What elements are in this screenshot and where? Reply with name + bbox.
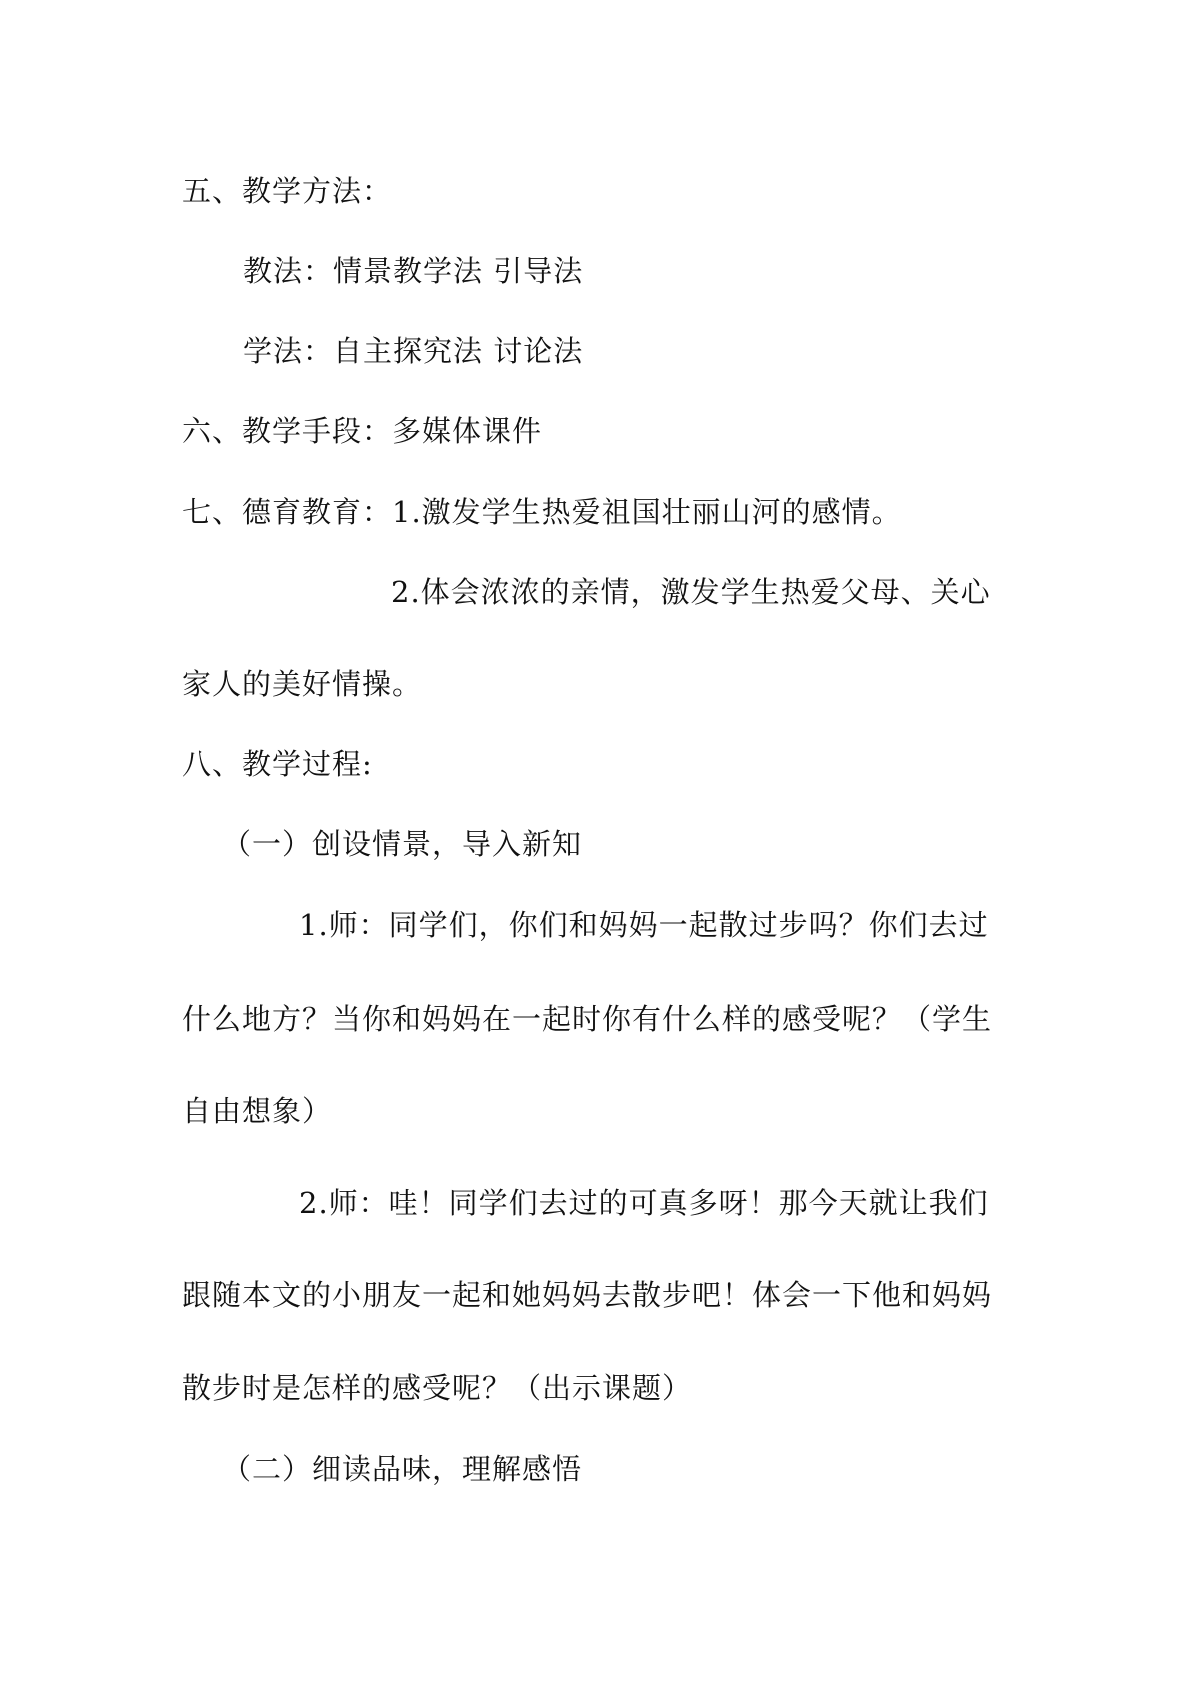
paragraph-line: 自由想象） xyxy=(182,1094,333,1128)
learning-method-line: 学法：自主探究法 讨论法 xyxy=(243,334,584,368)
section-heading-teaching-means: 六、教学手段：多媒体课件 xyxy=(182,414,543,448)
teaching-method-line: 教法：情景教学法 引导法 xyxy=(243,254,584,288)
paragraph-line: 什么地方？当你和妈妈在一起时你有什么样的感受呢？（学生 xyxy=(182,1002,993,1036)
moral-education-item-2: 2.体会浓浓的亲情，激发学生热爱父母、关心 xyxy=(391,575,991,609)
paragraph-line: 2.师：哇！同学们去过的可真多呀！那今天就让我们 xyxy=(299,1186,989,1220)
paragraph-line: 1.师：同学们，你们和妈妈一起散过步吗？你们去过 xyxy=(299,908,989,942)
subsection-heading-2: （二）细读品味，理解感悟 xyxy=(222,1452,583,1486)
section-heading-moral-education: 七、德育教育：1.激发学生热爱祖国壮丽山河的感情。 xyxy=(182,495,902,529)
moral-education-item-2-continued: 家人的美好情操。 xyxy=(182,667,423,701)
paragraph-line: 散步时是怎样的感受呢？（出示课题） xyxy=(182,1371,693,1405)
section-heading-teaching-process: 八、教学过程: xyxy=(182,747,373,781)
section-heading-teaching-methods: 五、教学方法： xyxy=(182,174,393,208)
paragraph-line: 跟随本文的小朋友一起和她妈妈去散步吧！体会一下他和妈妈 xyxy=(182,1278,993,1312)
subsection-heading-1: （一）创设情景，导入新知 xyxy=(222,827,583,861)
